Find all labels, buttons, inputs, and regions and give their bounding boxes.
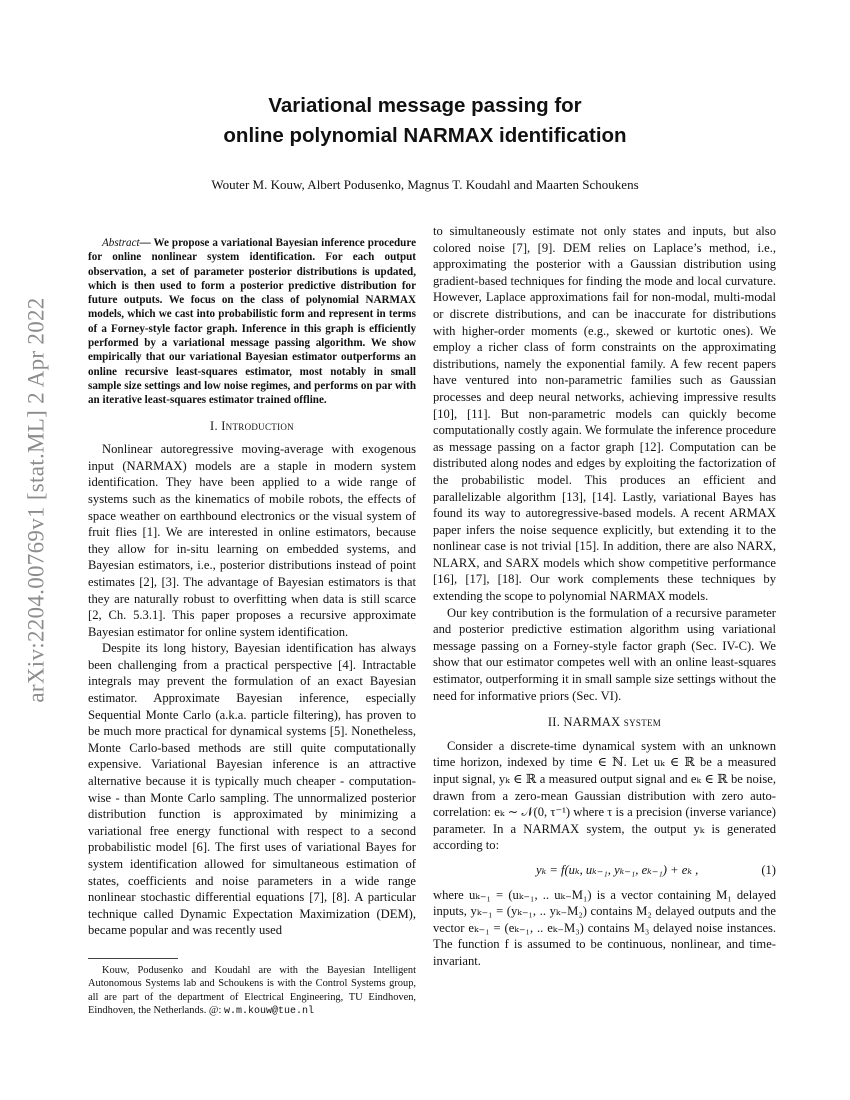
equation-1 xyxy=(433,862,776,879)
section-number: I. xyxy=(210,418,222,433)
equation-number: (1) xyxy=(761,862,776,877)
abstract-text: We propose a variational Bayesian inference procedure for online nonlinear system identification. For each output observation, a set of parameter posterior distributions is updated, which is then used to form a posterior predictive distribution for future outputs. We focus on the class of polynomial NARMAX models, which we cast into probabilistic form and represent in terms of a Forney-style factor graph. Inference in this graph is efficiently performed by a variational message passing algorithm. We show empirically that our variational Bayesian estimator outperforms an online recursive least-squares estimator, most notably in small sample size settings and low noise regimes, and performs on par with an iterative least-squares estimator trained offline. xyxy=(88,237,416,407)
title-line-1: Variational message passing for xyxy=(268,94,582,117)
arxiv-identifier xyxy=(14,297,60,703)
affiliation-footnote xyxy=(88,964,416,1019)
intro-paragraph-2: Despite its long history, Bayesian identification has always been challenging from a practical perspective [4]. Intractable integrals may prevent the formulation of an exact Bayesian estimator. Approximate Bayesian inference, especially Sequential Monte Carlo (a.k.a. particle filtering), has proven to be much more practical for dynamical systems [5]. Nonetheless, Monte Carlo-based methods are still quite computationally expensive. Variational Bayesian inference is an attractive alternative because it is typically much cheaper - computation-wise - than Monte Carlo sampling. The unnormalized posterior distribution function is approximated by minimizing a variational free energy functional with respect to a second probabilistic model [6]. The first uses of variational Bayes for system identification allowed for simultaneous estimation of states, coefficients and noise parameters in a wide range nonlinear stochastic differential equations [7], [8]. A particular technique called Dynamic Expectation Maximization (DEM), became popular and was recently used xyxy=(88,641,416,938)
abstract xyxy=(88,236,416,408)
narmax-definitions-paragraph: where uₖ₋₁ = (uₖ₋₁, .. uₖ₋M₁) is a vector containing M₁ delayed inputs, yₖ₋₁ = (yₖ₋₁, .. yₖ₋M₂) contains M₂ delayed outputs and the vector eₖ₋₁ = (eₖ₋₁, .. eₖ₋M₃) contains M₃ delayed noise instances. The function f is assumed to be continuous, nonlinear, and time-invariant. xyxy=(433,887,776,968)
abstract-label: Abstract xyxy=(102,237,140,249)
contribution-paragraph: Our key contribution is the formulation of a recursive parameter and posterior predictive estimation algorithm using variational message passing on a Forney-style factor graph (Sec. IV-C). We show that our estimator competes well with an online least-squares estimator, outperforming it in small sample size settings without the need for informative priors (Sec. VI). xyxy=(433,605,776,703)
right-column xyxy=(433,223,776,970)
intro-paragraph-3: to simultaneously estimate not only states and inputs, but also colored noise [7], [9]. DEM relies on Laplace’s method, i.e., approximating the posterior with a Gaussian distribution using gradient-based techniques for finding the mode and local curvature. However, Laplace approximations fail for non-modal, multi-modal or discrete distributions, and can be inaccurate for distributions with higher-order moments (e.g., skewed or kurtotic ones). We employ a richer class of form constraints on the approximating distributions, namely the exponential family. A few recent papers have ventured into non-parametric families such as Gaussian processes and deep neural networks, achieving impressive results [10], [11]. But non-parametric models can quickly become computationally costly again. We formulate the inference procedure as message passing on a factor graph [12]. Computation can be distributed along nodes and edges by exploiting the factorization of the probabilistic model. This produces an efficient and parallelizable algorithm [13], [14]. Lastly, variational Bayes has found its way to autoregressive-based models. A recent ARMAX paper infers the noise sequence explicitly, but extending it to the nonlinear case is not trivial [15]. In addition, there are also NARX, NLARX, and SARX models which show competitive performance [16], [17], [18]. Our work complements these techniques by extending the scope to polynomial NARMAX models. xyxy=(433,224,776,604)
arxiv-identifier-text: arXiv:2204.00769v1 [stat.ML] 2 Apr 2022 xyxy=(24,297,49,703)
section-number: II. xyxy=(547,715,564,730)
section-title: NARMAX system xyxy=(563,715,662,730)
footnote-email: w.m.kouw@tue.nl xyxy=(223,1006,314,1018)
footnote-text: Kouw, Podusenko and Koudahl are with the Bayesian Intelligent Autonomous Systems lab and Schoukens is with the Control Systems group, all are part of the department of Electrical Engineering, TU Eindhoven, Eindhoven, the Netherlands. @: xyxy=(88,965,416,1017)
left-column xyxy=(88,236,416,939)
equation-body: yₖ = f(uₖ, uₖ₋₁, yₖ₋₁, eₖ₋₁) + eₖ , xyxy=(536,862,699,877)
narmax-paragraph: Consider a discrete-time dynamical system with an unknown time horizon, indexed by time ∈ ℕ. Let uₖ ∈ ℝ be a measured input signal, yₖ ∈ ℝ a measured output signal and eₖ ∈ ℝ be noise, drawn from a zero-mean Gaussian distribution with zero auto-correlation: eₖ ∼ 𝒩(0, τ⁻¹) where τ is a precision (inverse variance) parameter. In a NARMAX system, the output yₖ is generated according to: xyxy=(433,738,776,853)
abstract-dash: — xyxy=(139,237,154,249)
section-title: Introduction xyxy=(221,418,294,433)
intro-paragraph-1: Nonlinear autoregressive moving-average with exogenous input (NARMAX) models are a staple in modern system identification. They have been applied to a wide range of systems such as the kinematics of mobile robots, the effects of space weather on earthbound electronics or the visual system of fruit flies [1]. We are interested in online estimators, because they allow for in-situ learning on embedded systems, and Bayesian estimators, i.e., posterior distributions instead of point estimates [2], [3]. The advantage of Bayesian estimators is that they are naturally robust to overfitting when data is still scarce [2, Ch. 5.3.1]. This paper proposes a recursive approximate Bayesian estimator for online system identification. xyxy=(88,442,416,639)
title-line-2: online polynomial NARMAX identification xyxy=(223,124,627,147)
paper-title xyxy=(0,91,850,151)
section-heading-introduction xyxy=(88,418,416,435)
section-heading-narmax xyxy=(433,714,776,731)
footnote-divider xyxy=(88,958,178,959)
author-list: Wouter M. Kouw, Albert Podusenko, Magnus T. Koudahl and Maarten Schoukens xyxy=(211,177,639,192)
